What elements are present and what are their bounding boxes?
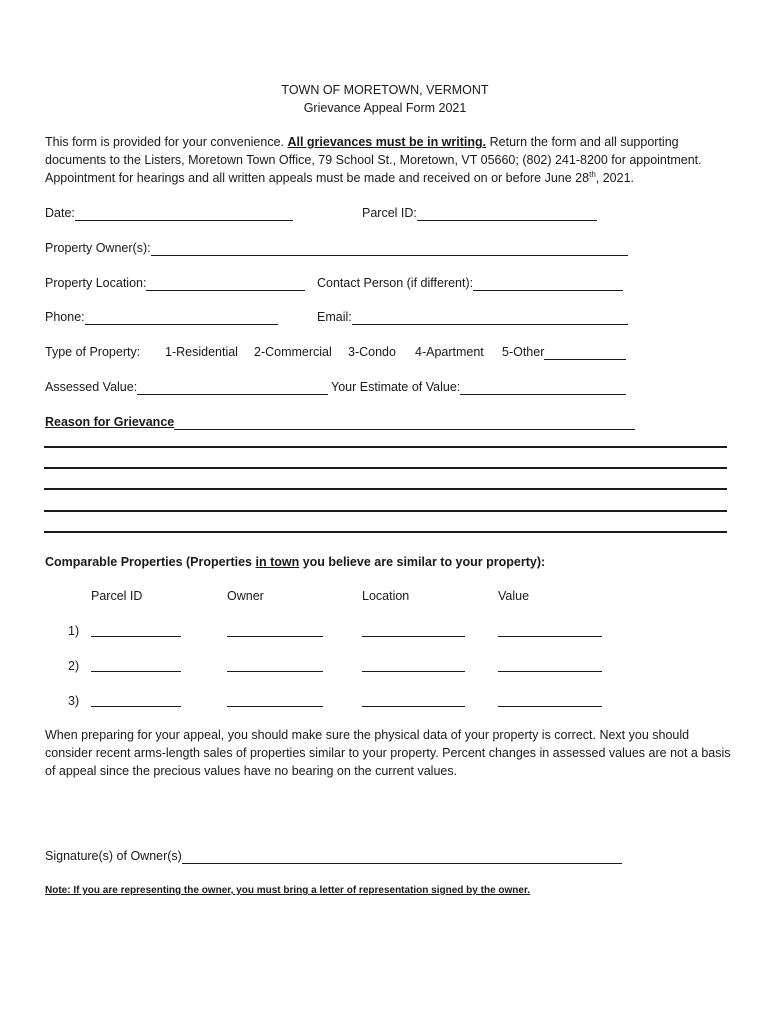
comparable-row-number: 1) [68,624,80,638]
property-owners-label: Property Owner(s): [45,241,151,255]
property-location-label: Property Location: [45,276,147,290]
comparable-3-parcel-field[interactable] [91,693,181,707]
comparable-2-location-field[interactable] [362,658,465,672]
comparables-heading-end: you believe are similar to your property): [299,555,546,569]
reason-line-3[interactable] [44,488,727,490]
assessed-value-label: Assessed Value: [45,380,138,394]
phone-label: Phone: [45,310,85,324]
property-type-apartment[interactable]: 4-Apartment [415,345,484,359]
property-location-field[interactable] [146,277,305,291]
signature-field[interactable] [182,850,622,864]
contact-person-field[interactable] [473,277,623,291]
location-row [45,276,305,291]
comparable-3-value-field[interactable] [498,693,602,707]
comparable-1-parcel-field[interactable] [91,623,181,637]
estimate-of-value-field[interactable] [460,381,626,395]
comparable-2-value-field[interactable] [498,658,602,672]
owner-row [45,241,628,256]
intro-line-2: documents to the Listers, Moretown Town Office, 79 School St., Moretown, VT 05660; (802) 241-8200 for appointment. [45,153,702,167]
intro-deadline-year: , 2021. [595,171,634,185]
reason-row [45,415,635,430]
comparable-row-number: 3) [68,694,80,708]
comparable-1-owner-field[interactable] [227,623,323,637]
property-type-commercial[interactable]: 2-Commercial [254,345,332,359]
property-type-residential[interactable]: 1-Residential [165,345,238,359]
type-of-property-label: Type of Property: [45,345,141,359]
comparable-3-owner-field[interactable] [227,693,323,707]
comparables-heading [45,555,545,569]
intro-deadline-text: Appointment for hearings and all written appeals must be made and received on or before June 28 [45,171,590,185]
reason-line-1[interactable] [44,446,727,448]
assessed-value-field[interactable] [137,381,328,395]
comparables-heading-start: Comparable Properties (Properties [45,555,256,569]
reason-line-2[interactable] [44,467,727,469]
form-title: Grievance Appeal Form 2021 [303,101,467,115]
intro-bold-notice: All grievances must be in writing. [287,135,487,149]
column-location: Location [362,589,410,603]
signature-label: Signature(s) of Owner(s) [45,849,182,863]
date-field[interactable] [75,207,293,221]
column-value: Value [498,589,530,603]
assessed-row [45,380,328,395]
column-owner: Owner [227,589,264,603]
appeal-guidance-text: When preparing for your appeal, you should make sure the physical data of your property is correct. Next you should consider recent arms-length sales of properties similar to your property. Percent changes in assessed values are not a basis of appeal since the precious values have no bearing on the current values. [45,728,731,778]
property-type-condo[interactable]: 3-Condo [348,345,396,359]
reason-line-5[interactable] [44,531,727,533]
signature-row [45,849,622,864]
town-heading: TOWN OF MORETOWN, VERMONT [281,83,489,97]
email-field[interactable] [352,311,628,325]
estimate-row [331,380,626,395]
property-type-other-field[interactable] [544,346,626,360]
reason-for-grievance-label: Reason for Grievance [45,415,175,429]
intro-line-3 [45,171,634,185]
comparable-2-parcel-field[interactable] [91,658,181,672]
comparable-2-owner-field[interactable] [227,658,323,672]
phone-field[interactable] [85,311,278,325]
intro-text-start: This form is provided for your convenience. [45,135,288,149]
date-row [45,206,293,221]
phone-row [45,310,278,325]
parcel-row [362,206,597,221]
property-type-other-row [502,345,626,360]
column-parcel-id: Parcel ID [91,589,143,603]
representation-note: Note: If you are representing the owner, you must bring a letter of representation signed by the owner. [45,885,531,896]
intro-deadline-sup: th [589,169,596,179]
email-row [317,310,628,325]
comparables-heading-in-town: in town [255,555,300,569]
reason-field[interactable] [174,416,635,430]
reason-line-4[interactable] [44,510,727,512]
intro-line-1 [45,135,679,149]
comparable-1-value-field[interactable] [498,623,602,637]
comparable-1-location-field[interactable] [362,623,465,637]
comparable-3-location-field[interactable] [362,693,465,707]
contact-row [317,276,623,291]
intro-text-end: Return the form and all supporting [486,135,679,149]
estimate-of-value-label: Your Estimate of Value: [331,380,461,394]
property-owners-field[interactable] [151,242,628,256]
contact-person-label: Contact Person (if different): [317,276,474,290]
comparable-row-number: 2) [68,659,80,673]
property-type-other[interactable]: 5-Other [502,345,545,359]
parcel-id-label: Parcel ID: [362,206,417,220]
parcel-id-field[interactable] [417,207,597,221]
email-label: Email: [317,310,352,324]
date-label: Date: [45,206,75,220]
